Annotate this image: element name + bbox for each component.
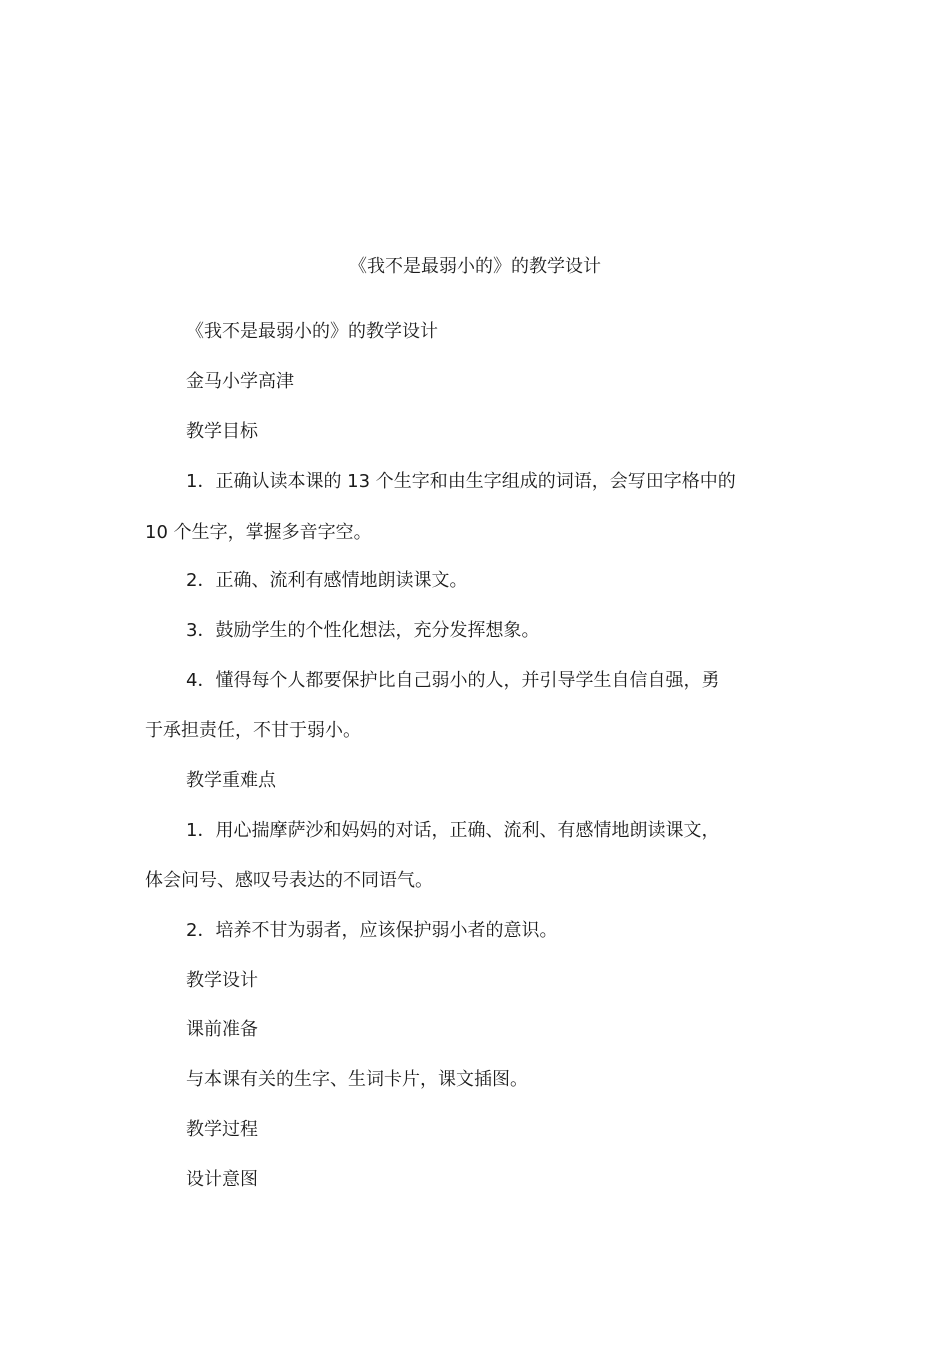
- section-heading-process: 教学过程: [186, 1119, 258, 1140]
- objective-4-line-2: 于承担责任，不甘于弱小。: [145, 720, 361, 741]
- objective-1-line-1: 1．正确认读本课的 13 个生字和由生字组成的词语，会写田字格中的: [186, 471, 736, 492]
- section-heading-objectives: 教学目标: [186, 421, 258, 442]
- author-line: 金马小学高津: [186, 371, 294, 392]
- subtitle-line: 《我不是最弱小的》的教学设计: [186, 321, 438, 342]
- section-heading-preparation: 课前准备: [186, 1019, 258, 1040]
- preparation-text: 与本课有关的生字、生词卡片，课文插图。: [186, 1069, 528, 1090]
- objective-2: 2．正确、流利有感情地朗读课文。: [186, 570, 468, 591]
- key-point-1-line-2: 体会问号、感叹号表达的不同语气。: [145, 870, 433, 891]
- key-point-2: 2．培养不甘为弱者，应该保护弱小者的意识。: [186, 920, 558, 941]
- objective-3: 3．鼓励学生的个性化想法，充分发挥想象。: [186, 620, 540, 641]
- section-heading-intent: 设计意图: [186, 1169, 258, 1190]
- section-heading-design: 教学设计: [186, 970, 258, 991]
- section-heading-key-points: 教学重难点: [186, 770, 276, 791]
- objective-1-line-2: 10 个生字，掌握多音字空。: [145, 522, 372, 543]
- key-point-1-line-1: 1．用心揣摩萨沙和妈妈的对话，正确、流利、有感情地朗读课文，: [186, 820, 720, 841]
- objective-4-line-1: 4．懂得每个人都要保护比自己弱小的人，并引导学生自信自强，勇: [186, 670, 720, 691]
- document-title: 《我不是最弱小的》的教学设计: [349, 256, 601, 277]
